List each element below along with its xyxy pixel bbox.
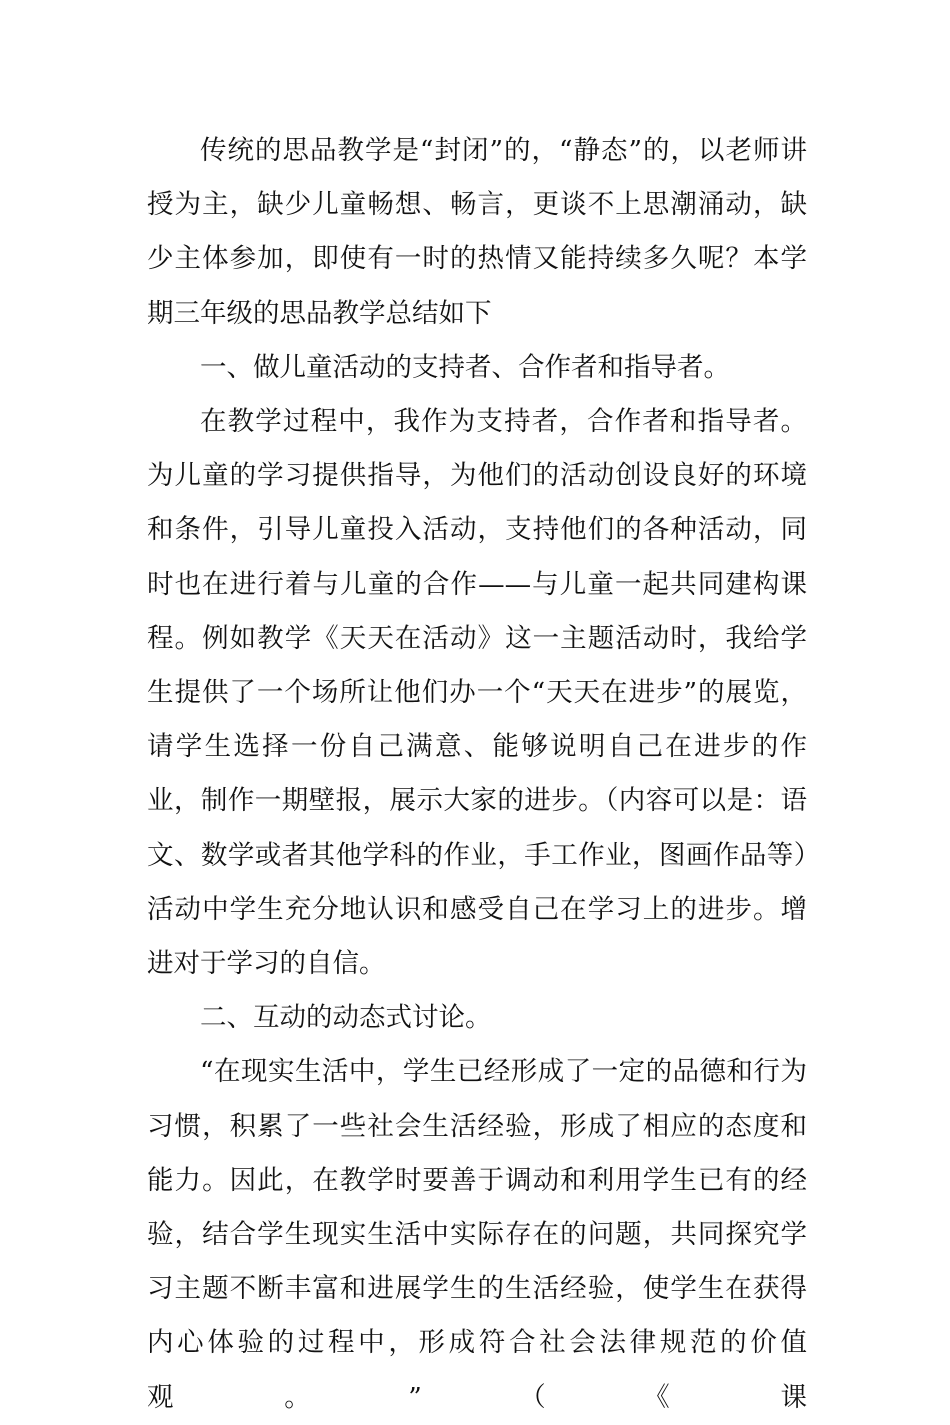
- section-heading-1: 一、做儿童活动的支持者、合作者和指导者。: [200, 351, 730, 383]
- paragraph-body-1: 在教学过程中，我作为支持者，合作者和指导者。为儿童的学习提供指导，为他们的活动创设良好的环境和条件，引导儿童投入活动，支持他们的各种活动，同时也在进行着与儿童的合作——与儿童一起共同建构课程。例如教学《天天在活动》这一主题活动时，我给学生提供了一个场所让他们办一个“天天在进步”的展览，请学生选择一份自己满意、能够说明自己在进步的作业，制作一期壁报，展示大家的进步。（内容可以是：语文、数学或者其他学科的作业，手工作业，图画作品等）活动中学生充分地认识和感受自己在学习上的进步。增进对于学习的自信。: [147, 406, 807, 980]
- paragraph-body-2: “在现实生活中，学生已经形成了一定的品德和行为习惯，积累了一些社会生活经验，形成了相应的态度和能力。因此，在教学时要善于调动和利用学生已有的经验，结合学生现实生活中实际存在的问题，共同探究学习主题不断丰富和进展学生的生活经验，使学生在获得内心体验的过程中，形成符合社会法律规范的价值观。”（《课: [147, 1056, 807, 1413]
- document-body: [147, 124, 807, 1425]
- paragraph-intro: 传统的思品教学是“封闭”的，“静态”的，以老师讲授为主，缺少儿童畅想、畅言，更谈不上思潮涌动，缺少主体参加，即使有一时的热情又能持续多久呢？本学期三年级的思品教学总结如下: [147, 135, 807, 329]
- section-heading-2: 二、互动的动态式讨论。: [200, 1002, 492, 1034]
